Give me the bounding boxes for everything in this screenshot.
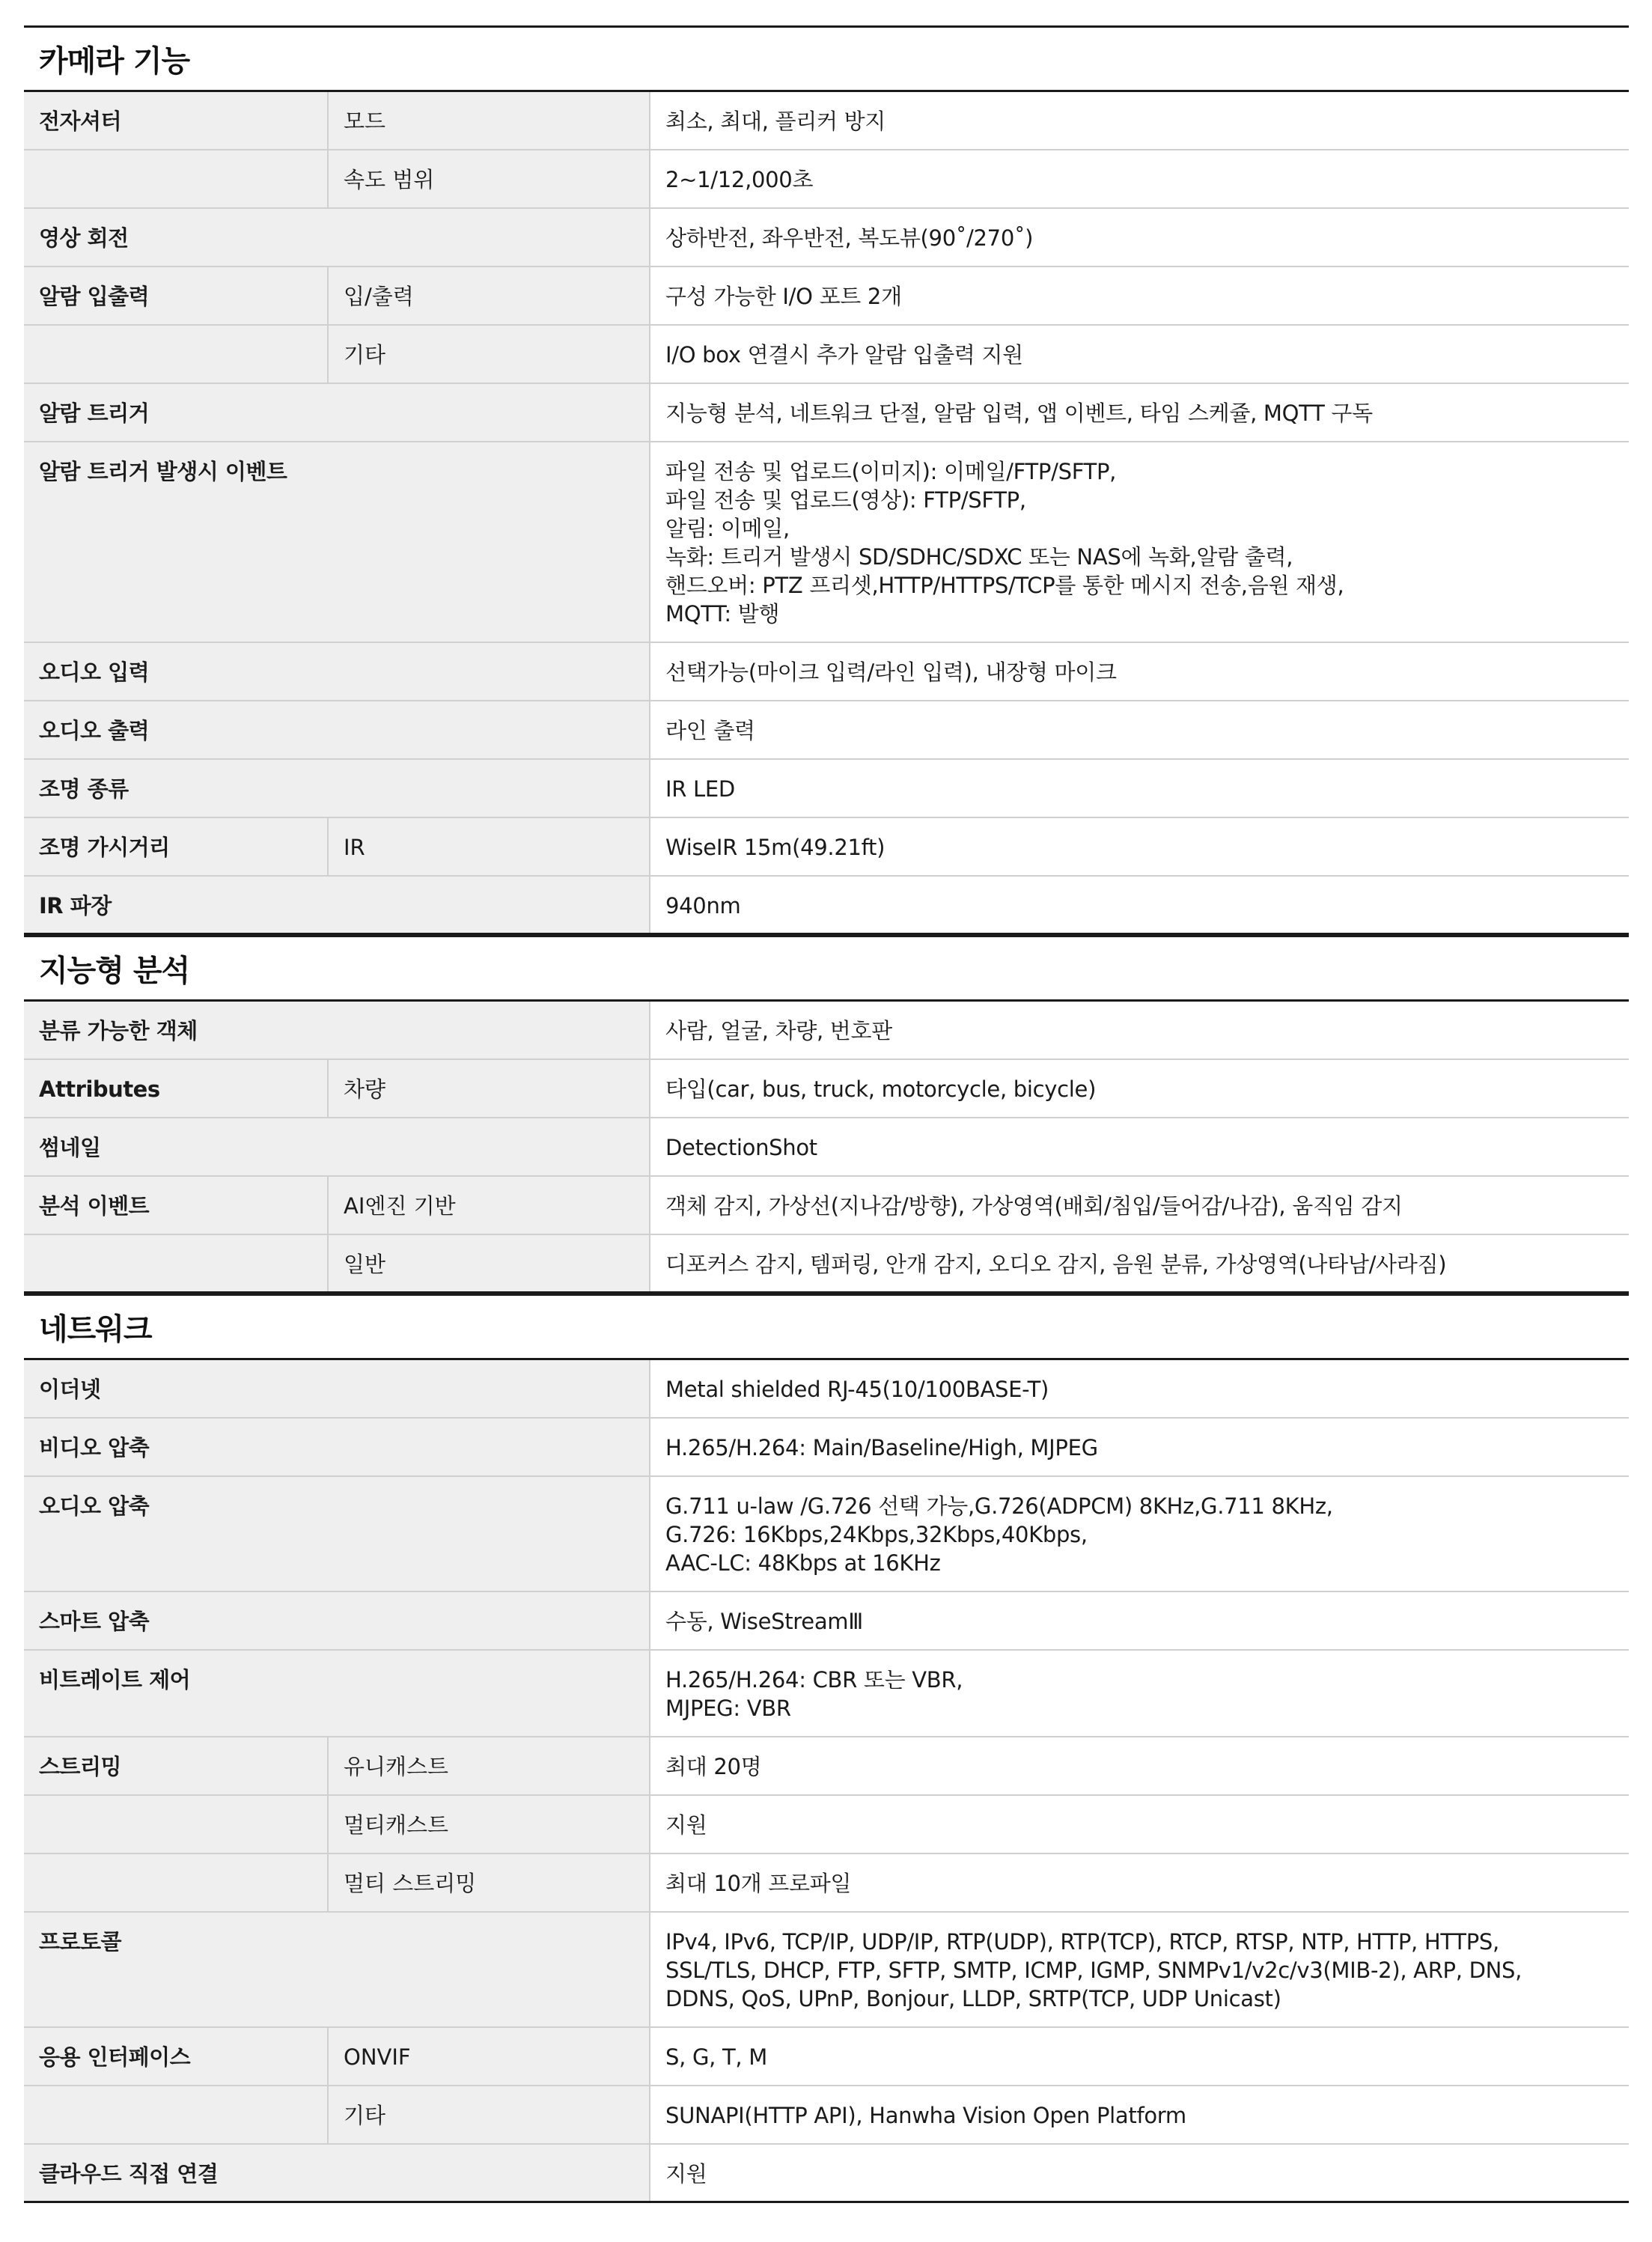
row-label-cell <box>24 1419 649 1475</box>
row-sublabel: 유니캐스트 <box>327 1737 649 1794</box>
row-label: 비디오 압축 <box>39 1435 150 1460</box>
value-line: SUNAPI(HTTP API), Hanwha Vision Open Platform <box>665 2103 1186 2128</box>
row-value <box>649 92 1629 149</box>
row-label <box>24 1235 327 1291</box>
row-label-cell <box>24 1360 649 1417</box>
section-title: 카메라 기능 <box>24 25 1629 92</box>
row-value <box>649 2145 1629 2201</box>
section-title: 네트워크 <box>24 1294 1629 1360</box>
value-line: 구성 가능한 I/O 포트 2개 <box>665 284 902 309</box>
table-row <box>24 643 1629 701</box>
row-label-cell <box>24 267 649 324</box>
row-label: 응용 인터페이스 <box>39 2044 191 2070</box>
row-label: 분석 이벤트 <box>39 1193 150 1219</box>
table-row <box>24 701 1629 760</box>
value-line: I/O box 연결시 추가 알람 입출력 지원 <box>665 342 1023 368</box>
table-row <box>24 1913 1629 2028</box>
row-label-cell <box>24 760 649 817</box>
table-row <box>24 1737 1629 1796</box>
value-line: 최소, 최대, 플리커 방지 <box>665 109 886 134</box>
value-line: 수동, WiseStreamⅢ <box>665 1609 863 1634</box>
row-value <box>649 1796 1629 1853</box>
row-label-cell <box>24 326 649 383</box>
table-row <box>24 209 1629 267</box>
row-label: IR 파장 <box>39 893 112 919</box>
row-sublabel: 차량 <box>327 1060 649 1117</box>
row-label <box>24 326 327 383</box>
row-label-cell <box>24 209 649 266</box>
row-value <box>649 1419 1629 1475</box>
row-label-cell <box>24 1854 649 1911</box>
row-value <box>649 760 1629 817</box>
value-line: MJPEG: VBR <box>665 1696 791 1721</box>
row-label: 조명 종류 <box>39 776 129 802</box>
value-line: 타입(car, bus, truck, motorcycle, bicycle) <box>665 1076 1097 1102</box>
table-row <box>24 1477 1629 1592</box>
row-label-cell <box>24 1477 649 1591</box>
row-value <box>649 1235 1629 1291</box>
table-row <box>24 1360 1629 1419</box>
table-row <box>24 1177 1629 1235</box>
row-label: 전자셔터 <box>39 109 122 134</box>
value-line: 지원 <box>665 1812 707 1838</box>
table-row <box>24 2145 1629 2203</box>
value-line: DDNS, QoS, UPnP, Bonjour, LLDP, SRTP(TCP, UDP Unicast) <box>665 1986 1281 2011</box>
value-line: 녹화: 트리거 발생시 SD/SDHC/SDXC 또는 NAS에 녹화,알람 출력, <box>665 544 1293 570</box>
table-row <box>24 1592 1629 1651</box>
value-line: DetectionShot <box>665 1135 817 1160</box>
row-label: 영상 회전 <box>39 225 129 251</box>
table-row <box>24 326 1629 384</box>
row-label-cell <box>24 2028 649 2085</box>
row-label: 스트리밍 <box>39 1754 122 1779</box>
row-value <box>649 1002 1629 1058</box>
row-label-cell <box>24 1002 649 1058</box>
value-line: 최대 10개 프로파일 <box>665 1871 852 1896</box>
row-sublabel: 멀티캐스트 <box>327 1796 649 1853</box>
row-label-cell <box>24 92 649 149</box>
value-line: 알림: 이메일, <box>665 516 790 541</box>
row-value <box>649 1118 1629 1175</box>
row-label-cell <box>24 1913 649 2026</box>
row-value <box>649 2028 1629 2085</box>
row-label: 비트레이트 제어 <box>39 1667 191 1693</box>
row-label-cell <box>24 1060 649 1117</box>
row-label-cell <box>24 1592 649 1649</box>
row-label-cell <box>24 877 649 933</box>
value-line: S, G, T, M <box>665 2044 767 2070</box>
row-value <box>649 1913 1629 2026</box>
table-row <box>24 1796 1629 1854</box>
row-value <box>649 1177 1629 1234</box>
row-sublabel: AI엔진 기반 <box>327 1177 649 1234</box>
row-value <box>649 209 1629 266</box>
row-label: 프로토콜 <box>39 1929 122 1955</box>
row-label <box>24 150 327 207</box>
row-label-cell <box>24 1651 649 1736</box>
value-line: H.265/H.264: CBR 또는 VBR, <box>665 1667 963 1693</box>
row-label: 이더넷 <box>39 1377 101 1402</box>
value-line: 최대 20명 <box>665 1754 762 1779</box>
value-line: 선택가능(마이크 입력/라인 입력), 내장형 마이크 <box>665 659 1117 685</box>
row-label-cell <box>24 643 649 700</box>
row-label: 오디오 입력 <box>39 659 150 685</box>
row-label-cell <box>24 384 649 441</box>
row-label-cell <box>24 1177 649 1234</box>
table-row <box>24 442 1629 643</box>
table-row <box>24 1651 1629 1737</box>
value-line: IPv4, IPv6, TCP/IP, UDP/IP, RTP(UDP), RTP(TCP), RTCP, RTSP, NTP, HTTP, HTTPS, <box>665 1929 1499 1955</box>
row-label: Attributes <box>39 1076 160 1102</box>
row-value <box>649 1477 1629 1591</box>
value-line: 지원 <box>665 2161 707 2187</box>
value-line: G.726: 16Kbps,24Kbps,32Kbps,40Kbps, <box>665 1522 1088 1547</box>
value-line: 지능형 분석, 네트워크 단절, 알람 입력, 앱 이벤트, 타임 스케쥴, MQTT 구독 <box>665 400 1373 426</box>
value-line: IR LED <box>665 776 735 802</box>
value-line: 상하반전, 좌우반전, 복도뷰(90˚/270˚) <box>665 225 1034 251</box>
row-value <box>649 2086 1629 2143</box>
row-sublabel: 기타 <box>327 2086 649 2143</box>
row-value <box>649 1737 1629 1794</box>
row-sublabel: ONVIF <box>327 2028 649 2085</box>
row-sublabel: 속도 범위 <box>327 150 649 207</box>
table-row <box>24 877 1629 935</box>
table-row <box>24 1060 1629 1118</box>
value-line: 파일 전송 및 업로드(이미지): 이메일/FTP/SFTP, <box>665 459 1117 484</box>
row-value <box>649 818 1629 875</box>
row-label <box>24 1854 327 1911</box>
row-value <box>649 877 1629 933</box>
table-row <box>24 818 1629 877</box>
table-row <box>24 267 1629 326</box>
value-line: Metal shielded RJ-45(10/100BASE-T) <box>665 1377 1049 1402</box>
value-line: SSL/TLS, DHCP, FTP, SFTP, SMTP, ICMP, IGMP, SNMPv1/v2c/v3(MIB-2), ARP, DNS, <box>665 1958 1523 1983</box>
row-sublabel: 일반 <box>327 1235 649 1291</box>
row-label: 알람 트리거 <box>39 400 150 426</box>
row-label: 알람 트리거 발생시 이벤트 <box>39 459 287 484</box>
table-row <box>24 150 1629 209</box>
row-label-cell <box>24 818 649 875</box>
row-value <box>649 384 1629 441</box>
row-label-cell <box>24 1118 649 1175</box>
row-label: 썸네일 <box>39 1135 101 1160</box>
row-label-cell <box>24 1796 649 1853</box>
row-sublabel: 멀티 스트리밍 <box>327 1854 649 1911</box>
row-value <box>649 1360 1629 1417</box>
row-label-cell <box>24 1737 649 1794</box>
value-line: 파일 전송 및 업로드(영상): FTP/SFTP, <box>665 487 1026 513</box>
row-label: 클라우드 직접 연결 <box>39 2161 219 2187</box>
row-value <box>649 701 1629 758</box>
row-value <box>649 643 1629 700</box>
value-line: 940nm <box>665 893 741 919</box>
row-label-cell <box>24 701 649 758</box>
table-row <box>24 92 1629 150</box>
table-row <box>24 2086 1629 2145</box>
row-value <box>649 1651 1629 1736</box>
table-row <box>24 760 1629 818</box>
value-line: 디포커스 감지, 템퍼링, 안개 감지, 오디오 감지, 음원 분류, 가상영역(나타남/사라짐) <box>665 1252 1447 1277</box>
row-label: 오디오 압축 <box>39 1493 150 1519</box>
spec-table <box>24 25 1629 2203</box>
value-line: G.711 u-law /G.726 선택 가능,G.726(ADPCM) 8KHz,G.711 8KHz, <box>665 1493 1333 1519</box>
row-label-cell <box>24 2086 649 2143</box>
row-label: 스마트 압축 <box>39 1609 150 1634</box>
table-row <box>24 1854 1629 1913</box>
row-value <box>649 326 1629 383</box>
value-line: 2~1/12,000초 <box>665 167 814 192</box>
value-line: H.265/H.264: Main/Baseline/High, MJPEG <box>665 1435 1098 1460</box>
row-label: 오디오 출력 <box>39 718 150 743</box>
row-value <box>649 267 1629 324</box>
row-label-cell <box>24 1235 649 1291</box>
value-line: 핸드오버: PTZ 프리셋,HTTP/HTTPS/TCP를 통한 메시지 전송,음원 재생, <box>665 573 1344 598</box>
row-sublabel: IR <box>327 818 649 875</box>
row-label <box>24 1796 327 1853</box>
row-value <box>649 1060 1629 1117</box>
value-line: 라인 출력 <box>665 718 755 743</box>
row-sublabel: 기타 <box>327 326 649 383</box>
row-value <box>649 150 1629 207</box>
value-line: WiseIR 15m(49.21ft) <box>665 835 886 860</box>
row-value <box>649 1854 1629 1911</box>
table-row <box>24 1002 1629 1060</box>
value-line: 사람, 얼굴, 차량, 번호판 <box>665 1018 892 1044</box>
row-label-cell <box>24 2145 649 2201</box>
row-label: 조명 가시거리 <box>39 835 170 860</box>
table-row <box>24 1419 1629 1477</box>
table-row <box>24 384 1629 442</box>
section-title: 지능형 분석 <box>24 935 1629 1002</box>
row-sublabel: 입/출력 <box>327 267 649 324</box>
row-label-cell <box>24 150 649 207</box>
value-line: 객체 감지, 가상선(지나감/방향), 가상영역(배회/침입/들어감/나감), 움직임 감지 <box>665 1193 1403 1219</box>
value-line: MQTT: 발행 <box>665 601 780 627</box>
table-row <box>24 2028 1629 2086</box>
value-line: AAC-LC: 48Kbps at 16KHz <box>665 1550 941 1576</box>
row-label: 분류 가능한 객체 <box>39 1018 198 1044</box>
row-value <box>649 1592 1629 1649</box>
row-label <box>24 2086 327 2143</box>
row-value <box>649 442 1629 642</box>
row-label-cell <box>24 442 649 642</box>
table-row <box>24 1118 1629 1177</box>
table-row <box>24 1235 1629 1294</box>
row-sublabel: 모드 <box>327 92 649 149</box>
row-label: 알람 입출력 <box>39 284 150 309</box>
